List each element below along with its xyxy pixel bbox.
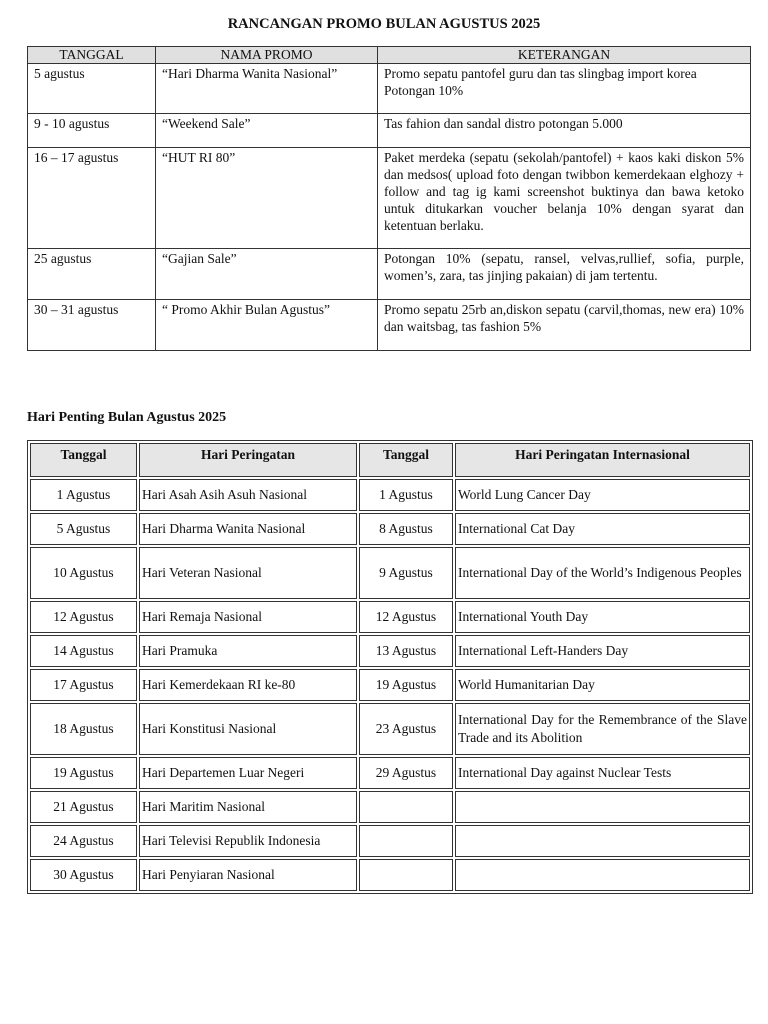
holiday-row (30, 513, 750, 545)
holiday-row (30, 757, 750, 789)
promo-header-row (28, 47, 751, 64)
holiday-cell-tgl-nasional: 30 Agustus (30, 859, 137, 891)
holiday-row (30, 669, 750, 701)
holiday-row (30, 859, 750, 891)
holiday-cell-tgl-nasional: 14 Agustus (30, 635, 137, 667)
holiday-table (27, 440, 753, 894)
promo-cell-keterangan: Promo sepatu pantofel guru dan tas slingbag import korea Potongan 10% (378, 64, 751, 114)
holiday-cell-nasional: Hari Dharma Wanita Nasional (139, 513, 357, 545)
holiday-header-tanggal-nasional: Tanggal (30, 443, 137, 477)
holiday-cell-internasional: International Day of the World’s Indigenous Peoples (455, 547, 750, 599)
promo-cell-nama: “ Promo Akhir Bulan Agustus” (156, 300, 378, 351)
holiday-row (30, 635, 750, 667)
holiday-cell-tgl-internasional (359, 791, 453, 823)
holiday-section-title: Hari Penting Bulan Agustus 2025 (27, 410, 227, 425)
holiday-cell-tgl-internasional: 1 Agustus (359, 479, 453, 511)
holiday-cell-nasional: Hari Asah Asih Asuh Nasional (139, 479, 357, 511)
holiday-cell-internasional: International Left-Handers Day (455, 635, 750, 667)
holiday-cell-internasional (455, 791, 750, 823)
holiday-cell-tgl-nasional: 5 Agustus (30, 513, 137, 545)
promo-cell-tanggal: 5 agustus (28, 64, 156, 114)
holiday-cell-internasional: International Day against Nuclear Tests (455, 757, 750, 789)
promo-row (28, 114, 751, 148)
holiday-cell-nasional: Hari Kemerdekaan RI ke-80 (139, 669, 357, 701)
holiday-cell-tgl-nasional: 12 Agustus (30, 601, 137, 633)
holiday-cell-tgl-nasional: 17 Agustus (30, 669, 137, 701)
holiday-cell-tgl-internasional: 23 Agustus (359, 703, 453, 755)
holiday-cell-nasional: Hari Remaja Nasional (139, 601, 357, 633)
holiday-cell-internasional: World Humanitarian Day (455, 669, 750, 701)
holiday-row (30, 479, 750, 511)
holiday-cell-internasional (455, 825, 750, 857)
holiday-cell-internasional: International Youth Day (455, 601, 750, 633)
holiday-cell-internasional: World Lung Cancer Day (455, 479, 750, 511)
holiday-cell-tgl-internasional: 9 Agustus (359, 547, 453, 599)
promo-cell-tanggal: 30 – 31 agustus (28, 300, 156, 351)
holiday-cell-nasional: Hari Departemen Luar Negeri (139, 757, 357, 789)
holiday-cell-tgl-nasional: 1 Agustus (30, 479, 137, 511)
holiday-cell-internasional (455, 859, 750, 891)
holiday-cell-tgl-internasional: 13 Agustus (359, 635, 453, 667)
holiday-cell-tgl-internasional: 29 Agustus (359, 757, 453, 789)
promo-row (28, 249, 751, 300)
promo-cell-tanggal: 16 – 17 agustus (28, 148, 156, 249)
holiday-cell-nasional: Hari Penyiaran Nasional (139, 859, 357, 891)
document-title: RANCANGAN PROMO BULAN AGUSTUS 2025 (227, 16, 541, 32)
promo-row (28, 300, 751, 351)
holiday-header-hari-internasional: Hari Peringatan Internasional (455, 443, 750, 477)
promo-cell-tanggal: 9 - 10 agustus (28, 114, 156, 148)
promo-cell-keterangan: Promo sepatu 25rb an,diskon sepatu (carvil,thomas, new era) 10% dan waitsbag, tas fashion 5% (378, 300, 751, 351)
promo-row (28, 148, 751, 249)
holiday-header-hari-peringatan: Hari Peringatan (139, 443, 357, 477)
promo-table (27, 46, 751, 351)
holiday-row (30, 547, 750, 599)
holiday-cell-tgl-internasional (359, 859, 453, 891)
holiday-cell-internasional: International Cat Day (455, 513, 750, 545)
promo-cell-nama: “Hari Dharma Wanita Nasional” (156, 64, 378, 114)
holiday-cell-tgl-internasional: 8 Agustus (359, 513, 453, 545)
promo-cell-nama: “Gajian Sale” (156, 249, 378, 300)
holiday-cell-nasional: Hari Konstitusi Nasional (139, 703, 357, 755)
holiday-header-row (30, 443, 750, 477)
holiday-cell-nasional: Hari Veteran Nasional (139, 547, 357, 599)
holiday-cell-tgl-internasional (359, 825, 453, 857)
holiday-cell-internasional: International Day for the Remembrance of the Slave Trade and its Abolition (455, 703, 750, 755)
promo-cell-keterangan: Paket merdeka (sepatu (sekolah/pantofel) + kaos kaki diskon 5% dan medsos( upload foto dengan twibbon kemerdekaan elghozy + follow and tag ig kami screenshot buktinya dan bawa ketoko untuk ditukarkan voucher belanja 10% dengan syarat dan ketentuan berlaku. (378, 148, 751, 249)
holiday-cell-nasional: Hari Pramuka (139, 635, 357, 667)
holiday-cell-tgl-internasional: 12 Agustus (359, 601, 453, 633)
promo-row (28, 64, 751, 114)
holiday-cell-tgl-nasional: 21 Agustus (30, 791, 137, 823)
holiday-row (30, 601, 750, 633)
holiday-row (30, 791, 750, 823)
promo-cell-keterangan: Potongan 10% (sepatu, ransel, velvas,rullief, sofia, purple, women’s, zara, tas jinjing pakaian) di jam tertentu. (378, 249, 751, 300)
promo-cell-keterangan: Tas fahion dan sandal distro potongan 5.000 (378, 114, 751, 148)
holiday-cell-tgl-internasional: 19 Agustus (359, 669, 453, 701)
promo-cell-nama: “Weekend Sale” (156, 114, 378, 148)
promo-header-tanggal: TANGGAL (28, 47, 156, 64)
holiday-cell-nasional: Hari Televisi Republik Indonesia (139, 825, 357, 857)
promo-cell-nama: “HUT RI 80” (156, 148, 378, 249)
holiday-cell-tgl-nasional: 10 Agustus (30, 547, 137, 599)
promo-cell-tanggal: 25 agustus (28, 249, 156, 300)
promo-header-keterangan: KETERANGAN (378, 47, 751, 64)
promo-header-nama: NAMA PROMO (156, 47, 378, 64)
holiday-row (30, 825, 750, 857)
holiday-header-tanggal-internasional: Tanggal (359, 443, 453, 477)
holiday-cell-tgl-nasional: 19 Agustus (30, 757, 137, 789)
holiday-cell-tgl-nasional: 24 Agustus (30, 825, 137, 857)
holiday-cell-nasional: Hari Maritim Nasional (139, 791, 357, 823)
holiday-cell-tgl-nasional: 18 Agustus (30, 703, 137, 755)
holiday-row (30, 703, 750, 755)
